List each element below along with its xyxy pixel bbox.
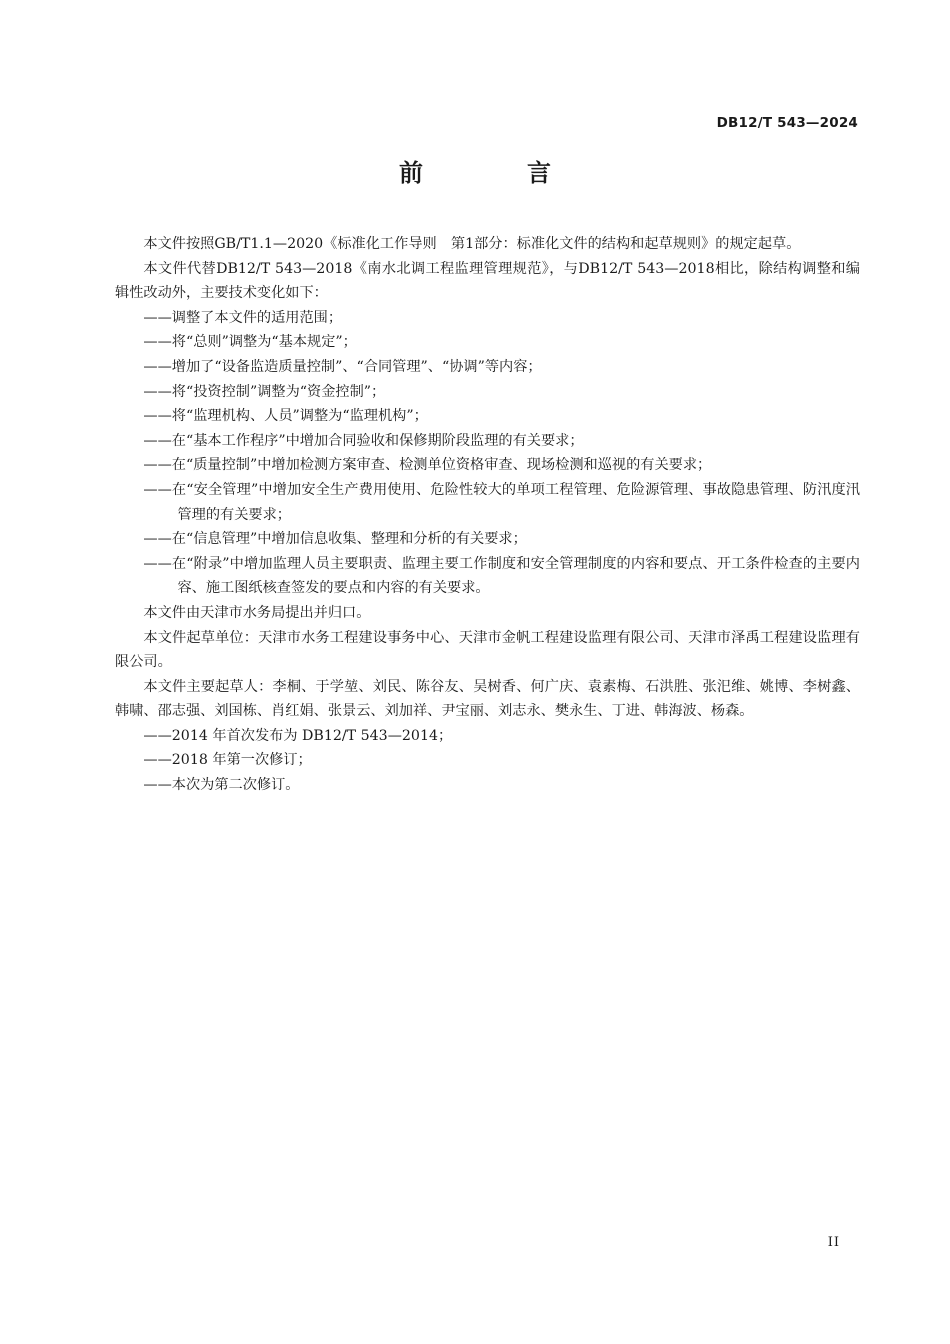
page-title: 前 言 — [399, 159, 591, 187]
change-item: ——将“投资控制”调整为“资金控制”； — [143, 383, 386, 400]
change-item: ——将“监理机构、人员”调整为“监理机构”； — [143, 408, 428, 425]
change-item: ——在“信息管理”中增加信息收集、整理和分析的有关要求； — [143, 531, 527, 548]
foreword-body — [115, 232, 860, 798]
change-item: ——在“基本工作程序”中增加合同验收和保修期阶段监理的有关要求； — [143, 432, 584, 449]
history-item: ——2018 年第一次修订； — [143, 752, 312, 769]
change-item: ——增加了“设备监造质量控制”、“合同管理”、“协调”等内容； — [143, 358, 542, 375]
change-item: ——调整了本文件的适用范围； — [143, 309, 343, 326]
intro-paragraph: 本文件按照GB/T1.1—2020《标准化工作导则 第1部分：标准化文件的结构和起草规则》的规定起草。 — [143, 236, 801, 252]
change-item: ——将“总则”调整为“基本规定”； — [143, 334, 357, 351]
closing-paragraph: 本文件主要起草人：李桐、于学堃、刘民、陈谷友、吴树香、何广庆、袁素梅、石洪胜、张汜维、姚博、李树鑫、韩啸、邵志强、刘国栋、肖红娟、张景云、刘加祥、尹宝丽、刘志永、樊永生、丁进、韩海波、杨森。 — [115, 678, 860, 720]
closing-paragraph: 本文件起草单位：天津市水务工程建设事务中心、天津市金帆工程建设监理有限公司、天津市泽禹工程建设监理有限公司。 — [115, 629, 860, 671]
closing-paragraph: 本文件由天津市水务局提出并归口。 — [143, 604, 371, 621]
change-item: ——在“质量控制”中增加检测方案审查、检测单位资格审查、现场检测和巡视的有关要求； — [143, 457, 712, 474]
intro-paragraph: 本文件代替DB12/T 543—2018《南水北调工程监理管理规范》，与DB12/T 543—2018相比，除结构调整和编辑性改动外，主要技术变化如下： — [115, 260, 860, 302]
page-number: II — [827, 1235, 840, 1250]
change-item: ——在“附录”中增加监理人员主要职责、监理主要工作制度和安全管理制度的内容和要点、开工条件检查的主要内容、施工图纸核查签发的要点和内容的有关要求。 — [143, 555, 860, 597]
change-item: ——在“安全管理”中增加安全生产费用使用、危险性较大的单项工程管理、危险源管理、事故隐患管理、防汛度汛管理的有关要求； — [143, 481, 860, 523]
document-code: DB12/T 543—2024 — [716, 115, 858, 131]
history-item: ——2014 年首次发布为 DB12/T 543—2014； — [143, 727, 453, 744]
history-item: ——本次为第二次修订。 — [143, 777, 300, 794]
